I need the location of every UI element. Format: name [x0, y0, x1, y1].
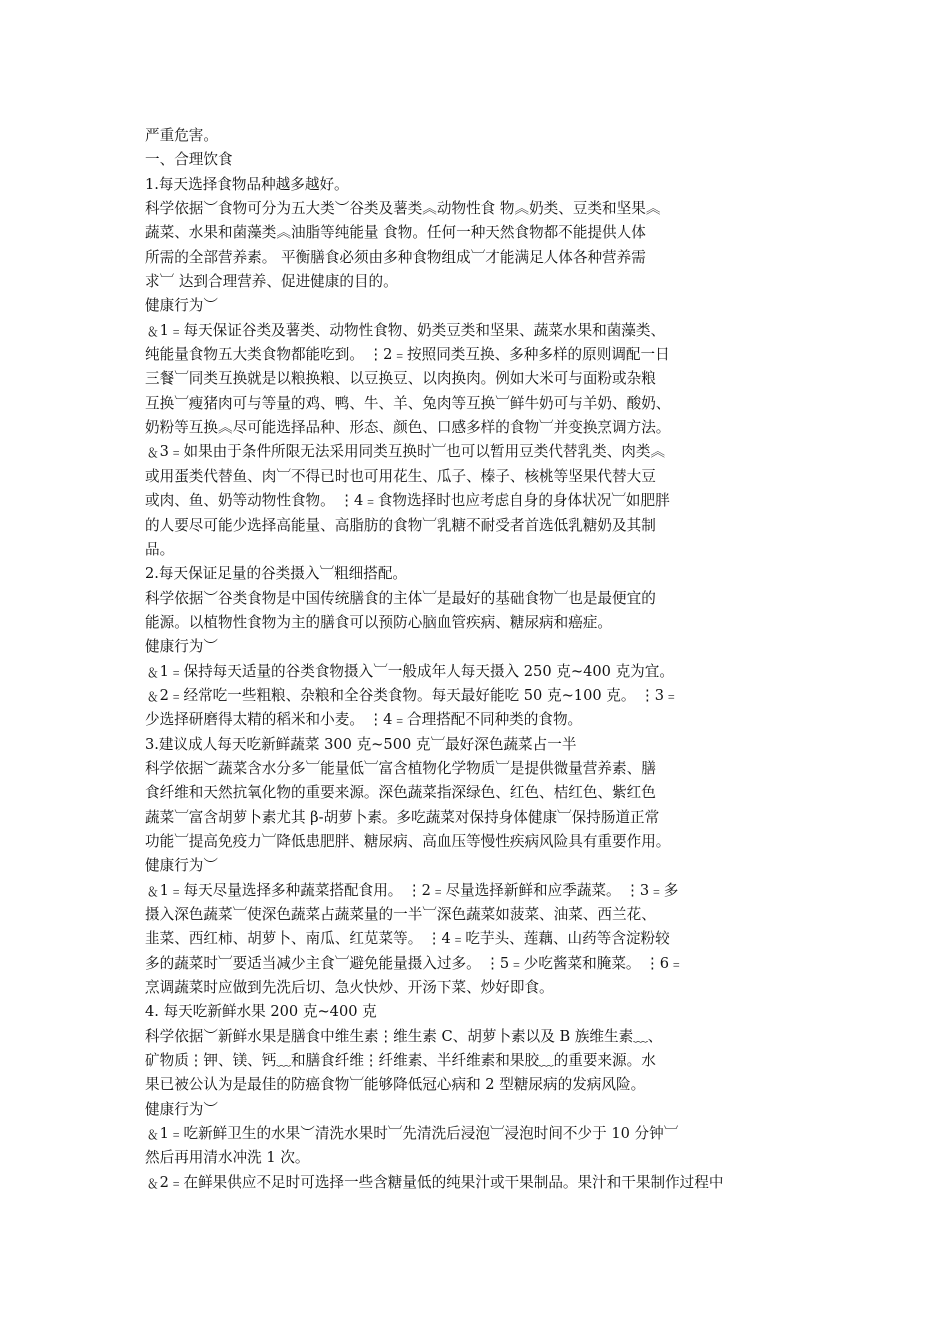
text-line: 多的蔬菜时︺要适当减少主食︺避免能量摄入过多。 ⋮5﹦少吃酱菜和腌菜。 ⋮6﹦ [145, 954, 684, 972]
text-line: 严重危害。 [145, 127, 218, 144]
text-line: 蔬菜︺富含胡萝卜素尤其 β-胡萝卜素。多吃蔬菜对保持身体健康︺保持肠道正常 [145, 808, 660, 826]
text-line: 品。 [145, 540, 175, 558]
document-body [145, 124, 835, 1195]
text-line: 科学依据︶新鲜水果是膳食中维生素⋮维生素 C、胡萝卜素以及 B 族维生素﹏、 [145, 1027, 663, 1045]
text-line: 1.每天选择食物品种越多越好。 [145, 175, 349, 193]
text-line: 烹调蔬菜时应做到先洗后切、急火快炒、开汤下菜、炒好即食。 [145, 979, 554, 997]
text-line: 求︺ 达到合理营养、促进健康的目的。 [145, 273, 398, 291]
text-line: 健康行为︶ [145, 638, 218, 656]
text-line: 奶粉等互换︽尽可能选择品种、形态、颜色、口感多样的食物︺并变换烹调方法。 [145, 419, 671, 437]
text-line: 一、合理饮食 [145, 151, 233, 169]
text-line: 健康行为︶ [145, 297, 218, 315]
text-line: 或用蛋类代替鱼、肉︺不得已时也可用花生、瓜子、榛子、核桃等坚果代替大豆 [145, 467, 656, 485]
text-line: 或肉、鱼、奶等动物性食物。 ⋮4﹦食物选择时也应考虑自身的身体状况︺如肥胖 [145, 492, 670, 510]
text-line: 果已被公认为是最佳的防癌食物︺能够降低冠心病和 2 型糖尿病的发病风险。 [145, 1076, 646, 1094]
text-line: 所需的全部营养素。 平衡膳食必须由多种食物组成︺才能满足人体各种营养需 [145, 248, 646, 266]
text-line: ﹠1﹦吃新鲜卫生的水果︶清洗水果时︺先清洗后浸泡︺浸泡时间不少于 10 分钟︺ [145, 1125, 679, 1143]
text-line: 三餐︺同类互换就是以粮换粮、以豆换豆、以肉换肉。例如大米可与面粉或杂粮 [145, 370, 656, 388]
text-line: 蔬菜、水果和菌藻类︽油脂等纯能量 食物。任何一种天然食物都不能提供人体 [145, 224, 646, 242]
text-line: ﹠2﹦经常吃一些粗粮、杂粮和全谷类食物。每天最好能吃 50 克~100 克。 ⋮3﹦ [145, 686, 679, 704]
text-line: 矿物质⋮钾、镁、钙﹏和膳食纤维⋮纤维素、半纤维素和果胶﹏的重要来源。水 [145, 1052, 656, 1070]
text-line: 2.每天保证足量的谷类摄入︺粗细搭配。 [145, 565, 408, 583]
text-line: 互换︺瘦猪肉可与等量的鸡、鸭、牛、羊、兔肉等互换︺鲜牛奶可与羊奶、酸奶、 [145, 394, 671, 412]
text-line: ﹠1﹦每天尽量选择多种蔬菜搭配食用。 ⋮2﹦尽量选择新鲜和应季蔬菜。 ⋮3﹦多 [145, 881, 679, 899]
text-line: ﹠3﹦如果由于条件所限无法采用同类互换时︺也可以暂用豆类代替乳类、肉类︽ [145, 443, 666, 461]
text-line: 韭菜、西红柿、胡萝卜、南瓜、红苋菜等。 ⋮4﹦吃芋头、莲藕、山药等含淀粉较 [145, 930, 670, 948]
text-line: 纯能量食物五大类食物都能吃到。 ⋮2﹦按照同类互换、多种多样的原则调配一日 [145, 346, 670, 364]
text-line: 科学依据︶食物可分为五大类︶谷类及薯类︽动物性食 物︽奶类、豆类和坚果︽ [145, 200, 661, 218]
text-line: 少选择研磨得太精的稻米和小麦。 ⋮4﹦合理搭配不同种类的食物。 [145, 711, 583, 729]
text-line: ﹠2﹦在鲜果供应不足时可选择一些含糖量低的纯果汁或干果制品。果汁和干果制作过程中 [145, 1173, 724, 1191]
text-line: 功能︺提高免疫力︺降低患肥胖、糖尿病、高血压等慢性疾病风险具有重要作用。 [145, 832, 671, 850]
text-line: 的人要尽可能少选择高能量、高脂肪的食物︺乳糖不耐受者首选低乳糖奶及其制 [145, 516, 656, 534]
text-line: 能源。以植物性食物为主的膳食可以预防心脑血管疾病、糖尿病和癌症。 [145, 613, 613, 631]
text-line: ﹠1﹦每天保证谷类及薯类、动物性食物、奶类豆类和坚果、蔬菜水果和菌藻类、 [145, 321, 666, 339]
text-line: 3.建议成人每天吃新鲜蔬菜 300 克~500 克︺最好深色蔬菜占一半 [145, 735, 577, 753]
text-line: 科学依据︶谷类食物是中国传统膳食的主体︺是最好的基础食物︺也是最便宜的 [145, 589, 656, 607]
text-line: 科学依据︶蔬菜含水分多︺能量低︺富含植物化学物质︺是提供微量营养素、膳 [145, 759, 656, 777]
text-line: 健康行为︶ [145, 857, 218, 875]
text-line: ﹠1﹦保持每天适量的谷类食物摄入︺一般成年人每天摄入 250 克~400 克为宜。 [145, 662, 674, 680]
text-line: 4. 每天吃新鲜水果 200 克~400 克 [145, 1003, 377, 1021]
text-line: 食纤维和天然抗氧化物的重要来源。深色蔬菜指深绿色、红色、桔红色、紫红色 [145, 784, 656, 802]
text-line: 摄入深色蔬菜︺使深色蔬菜占蔬菜量的一半︺深色蔬菜如菠菜、油菜、西兰花、 [145, 906, 656, 923]
text-line: 然后再用清水冲洗 1 次。 [145, 1149, 310, 1167]
text-line: 健康行为︶ [145, 1100, 218, 1118]
